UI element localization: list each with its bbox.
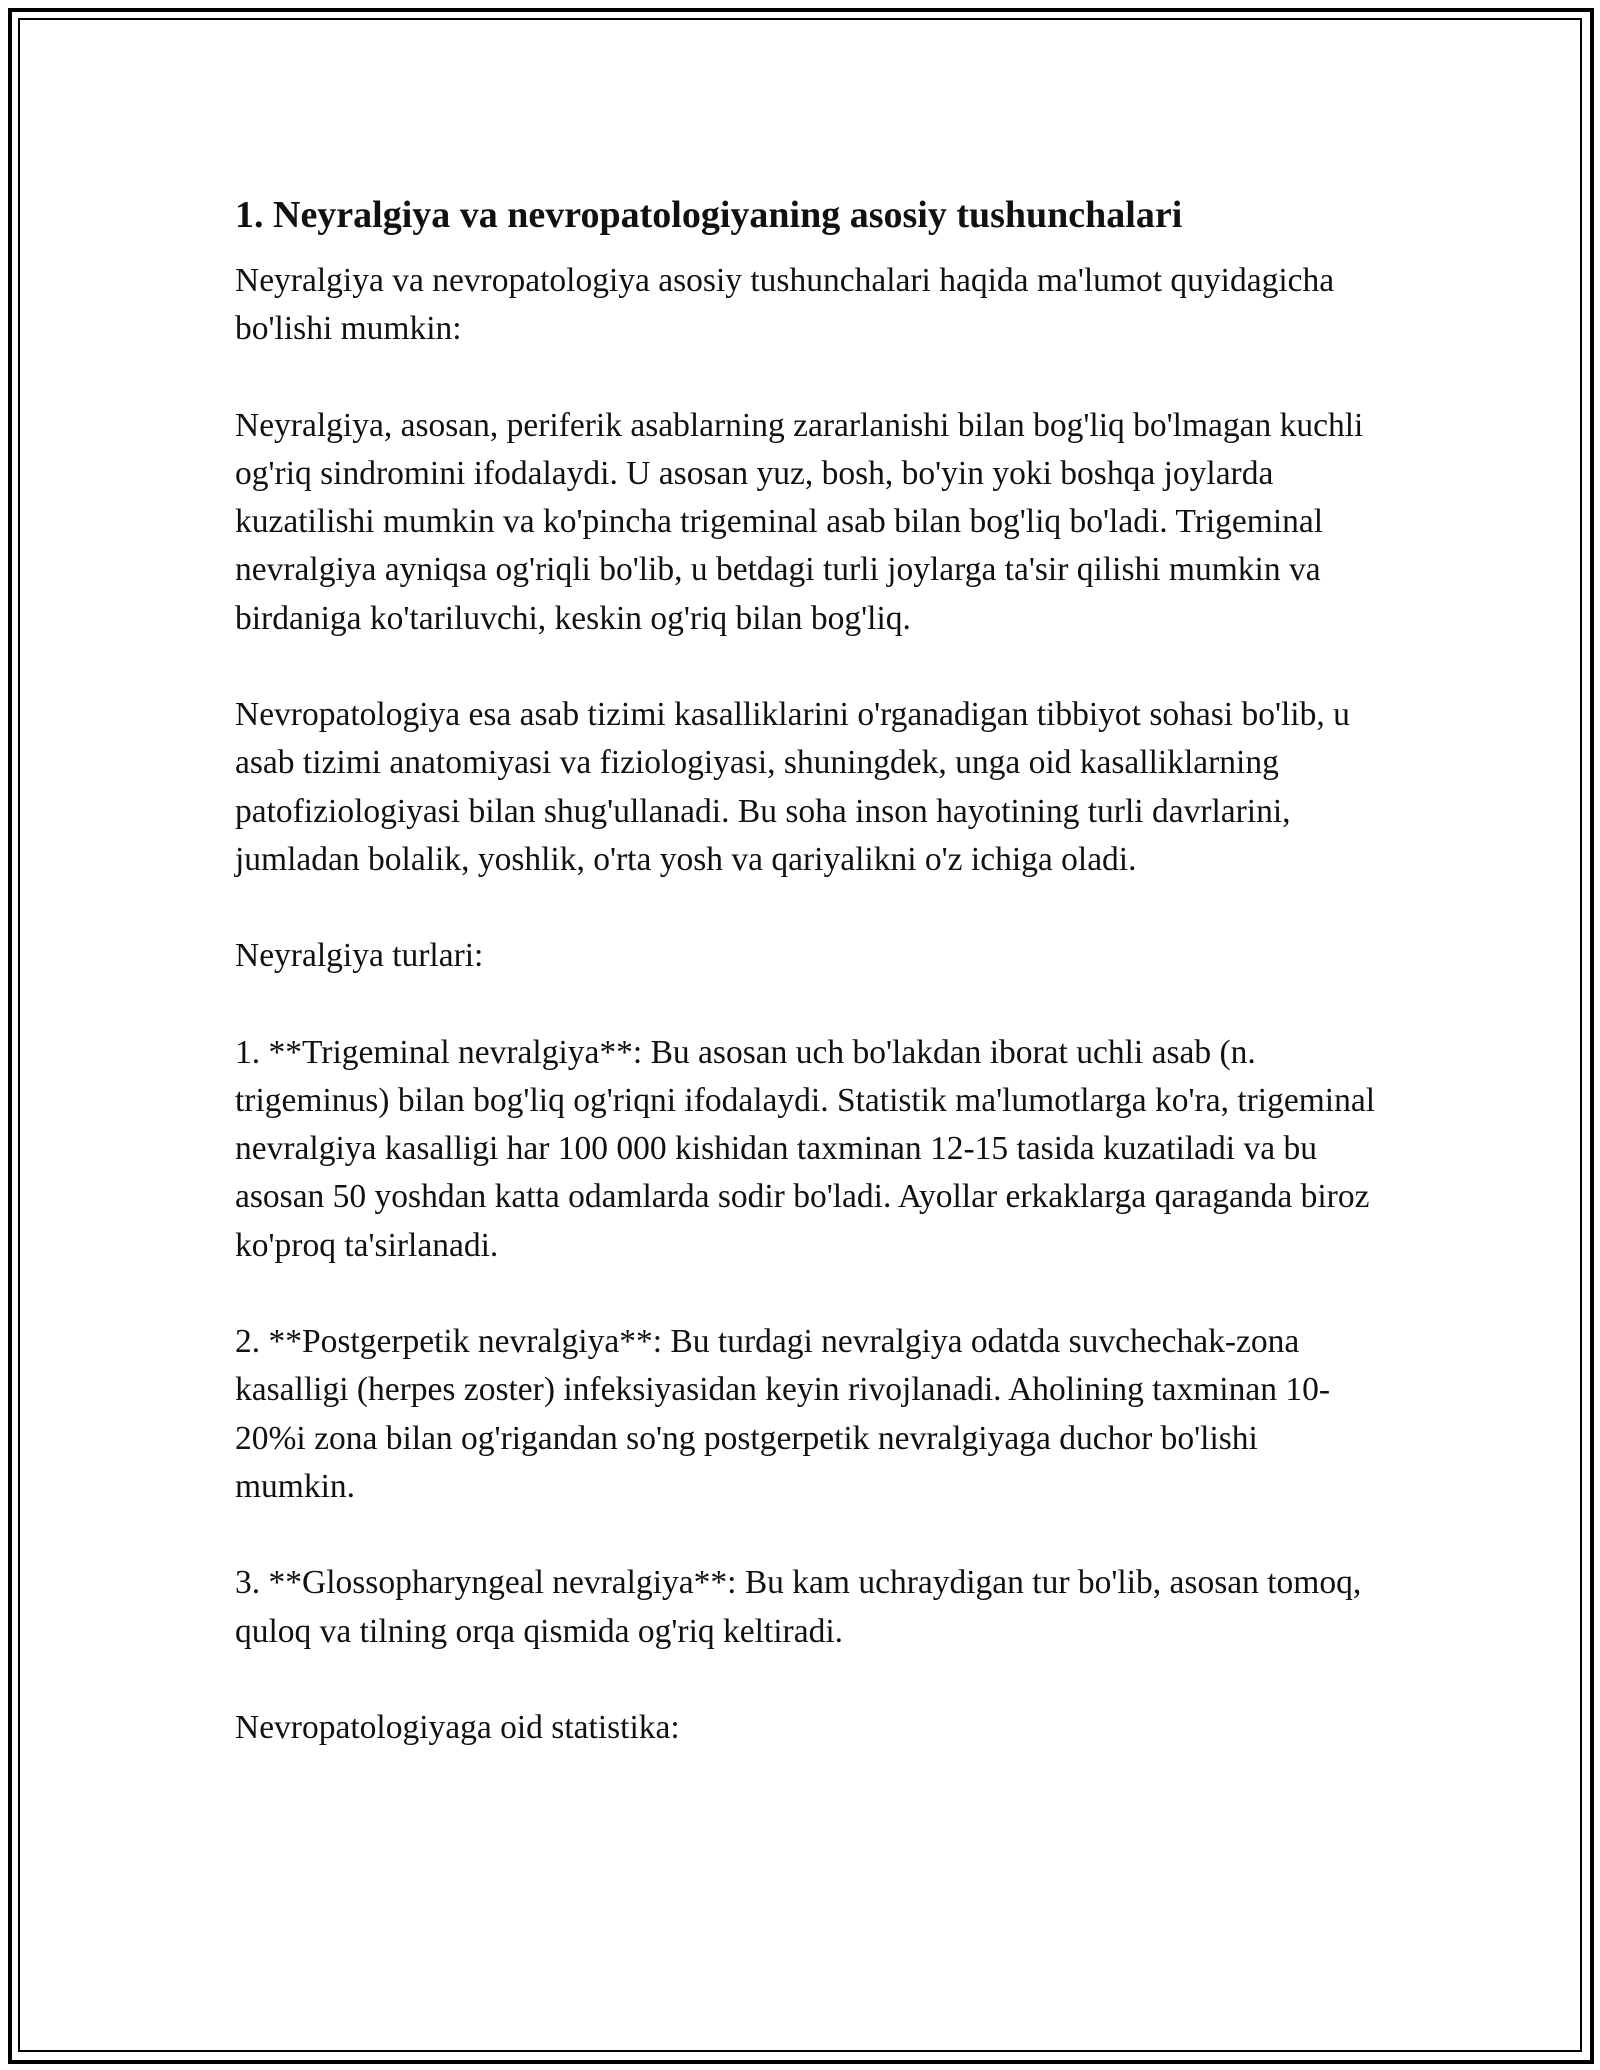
document-body: [235, 185, 1375, 1752]
intro-paragraph: Neyralgiya va nevropatologiya asosiy tushunchalari haqida ma'lumot quyidagicha bo'lishi mumkin:: [235, 262, 1335, 348]
neuropathology-definition-paragraph: Nevropatologiya esa asab tizimi kasalliklarini o'rganadigan tibbiyot sohasi bo'lib, u asab tizimi anatomiyasi va fiziologiyasi, shuningdek, unga oid kasalliklarning patofiziologiyasi bilan shug'ullanadi. Bu soha inson hayotining turli davrlarini, jumladan bolalik, yoshlik, o'rta yosh va qariyalikni o'z ichiga oladi.: [235, 696, 1350, 878]
list-item-glossopharyngeal: 3. **Glossopharyngeal nevralgiya**: Bu kam uchraydigan tur bo'lib, asosan tomoq, quloq va tilning orqa qismida og'riq keltiradi.: [235, 1564, 1362, 1650]
document-title: 1. Neyralgiya va nevropatologiyaning asosiy tushunchalari: [235, 194, 1183, 236]
list-item-trigeminal: 1. **Trigeminal nevralgiya**: Bu asosan uch bo'lakdan iborat uchli asab (n. trigeminus) bilan bog'liq og'riqni ifodalaydi. Statistik ma'lumotlarga ko'ra, trigeminal nevralgiya kasalligi har 100 000 kishidan taxminan 12-15 tasida kuzatiladi va bu asosan 50 yoshdan katta odamlarda sodir bo'ladi. Ayollar erkaklarga qaraganda biroz ko'proq ta'sirlanadi.: [235, 1033, 1375, 1264]
list-item-postherpetic: 2. **Postgerpetik nevralgiya**: Bu turdagi nevralgiya odatda suvchechak-zona kasalligi (herpes zoster) infeksiyasidan keyin rivojlanadi. Aholining taxminan 10-20%i zona bilan og'rigandan so'ng postgerpetik nevralgiyaga duchor bo'lishi mumkin.: [235, 1323, 1330, 1505]
neuralgia-definition-paragraph: Neyralgiya, asosan, periferik asablarning zararlanishi bilan bog'liq bo'lmagan kuchli og'riq sindromini ifodalaydi. U asosan yuz, bosh, bo'yin yoki boshqa joylarda kuzatilishi mumkin va ko'pincha trigeminal asab bilan bog'liq bo'ladi. Trigeminal nevralgiya ayniqsa og'riqli bo'lib, u betdagi turli joylarga ta'sir qilishi mumkin va birdaniga ko'tariluvchi, keskin og'riq bilan bog'liq.: [235, 406, 1364, 637]
statistics-heading: Nevropatologiyaga oid statistika:: [235, 1708, 680, 1746]
neuralgia-types-heading: Neyralgiya turlari:: [235, 937, 484, 975]
